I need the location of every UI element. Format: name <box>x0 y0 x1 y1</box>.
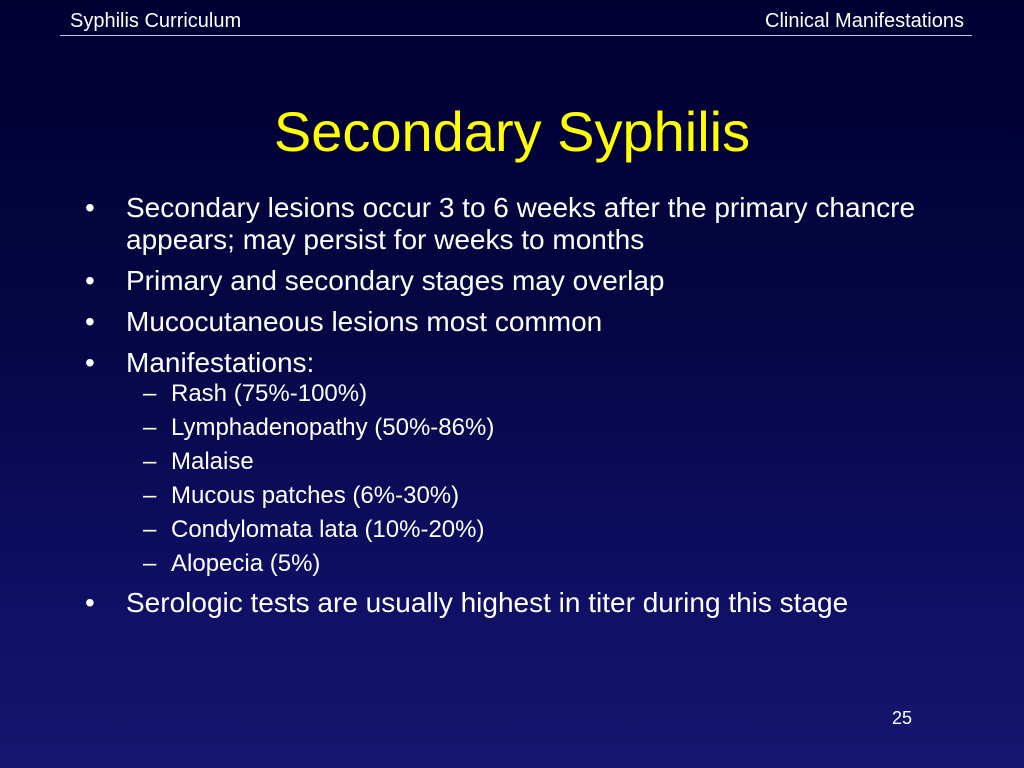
dash-icon: – <box>143 414 157 441</box>
sub-bullet-item <box>126 380 945 408</box>
sub-bullet-list <box>126 380 945 578</box>
bullet-text: Serologic tests are usually highest in titer during this stage <box>126 587 849 618</box>
dash-icon: – <box>143 482 157 509</box>
bullet-text: Manifestations: <box>126 347 315 378</box>
sub-bullet-text: Condylomata lata (10%-20%) <box>171 516 485 543</box>
bullet-item-manifestations <box>85 347 945 578</box>
bullet-text: Primary and secondary stages may overlap <box>126 265 665 296</box>
bullet-icon: • <box>85 347 95 378</box>
page-number: 25 <box>891 708 912 728</box>
bullet-text: Mucocutaneous lesions most common <box>126 306 603 337</box>
sub-bullet-item <box>126 448 945 476</box>
bullet-icon: • <box>85 587 95 618</box>
bullet-icon: • <box>85 192 95 223</box>
bullet-icon: • <box>85 265 95 296</box>
sub-bullet-item <box>126 414 945 442</box>
header-section-title: Clinical Manifestations <box>765 10 964 32</box>
bullet-item <box>85 306 945 338</box>
header-course-title: Syphilis Curriculum <box>70 10 242 32</box>
dash-icon: – <box>143 516 157 543</box>
sub-bullet-text: Rash (75%-100%) <box>171 380 368 407</box>
dash-icon: – <box>143 448 157 475</box>
dash-icon: – <box>143 550 157 577</box>
bullet-item <box>85 265 945 297</box>
bullet-item <box>85 192 945 256</box>
header-divider <box>60 35 972 36</box>
sub-bullet-item <box>126 482 945 510</box>
bullet-icon: • <box>85 306 95 337</box>
sub-bullet-item <box>126 550 945 578</box>
sub-bullet-text: Lymphadenopathy (50%-86%) <box>171 414 495 441</box>
bullet-text: Secondary lesions occur 3 to 6 weeks after the primary chancre appears; may persist for weeks to months <box>126 192 916 255</box>
sub-bullet-item <box>126 516 945 544</box>
sub-bullet-text: Malaise <box>171 448 254 475</box>
bullet-list <box>85 192 945 628</box>
slide-title: Secondary Syphilis <box>273 100 751 163</box>
sub-bullet-text: Mucous patches (6%-30%) <box>171 482 460 509</box>
dash-icon: – <box>143 380 157 407</box>
bullet-item <box>85 587 945 619</box>
sub-bullet-text: Alopecia (5%) <box>171 550 321 577</box>
